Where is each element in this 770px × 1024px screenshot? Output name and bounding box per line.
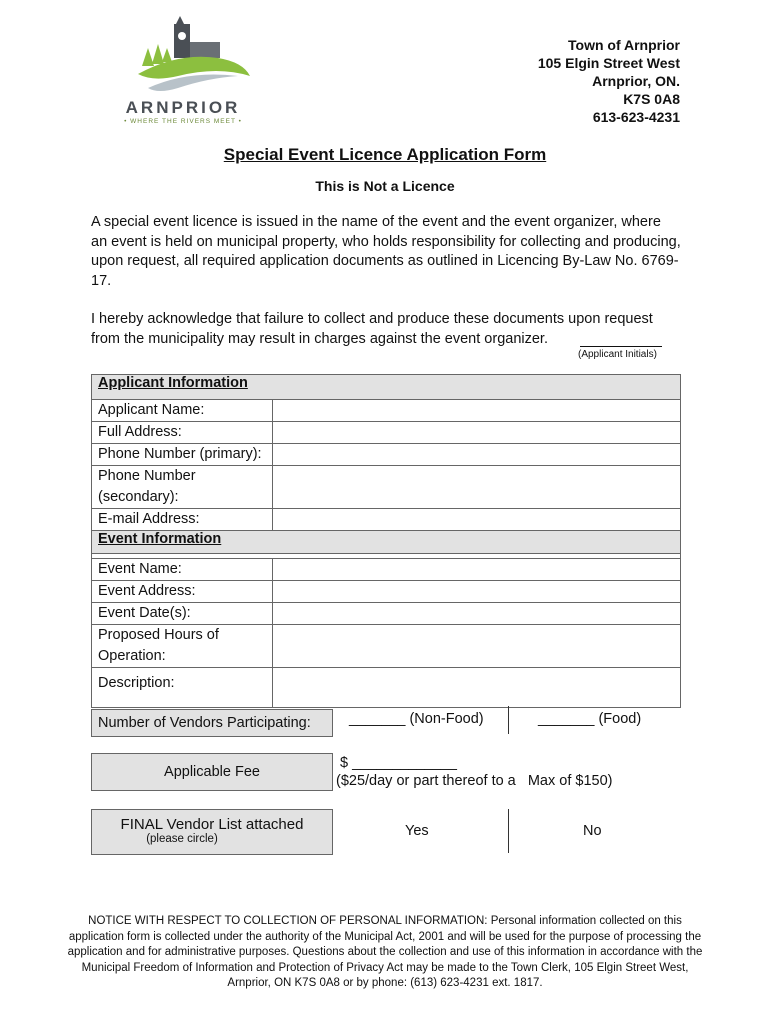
applicant-info-heading: Applicant Information: [92, 375, 681, 400]
applicable-fee-label: Applicable Fee: [91, 753, 333, 791]
event-dates-field[interactable]: [273, 603, 681, 625]
address-line-3: Arnprior, ON.: [592, 73, 680, 89]
phone-primary-field[interactable]: [273, 444, 681, 466]
nonfood-vendors-field[interactable]: _______ (Non-Food): [349, 711, 484, 727]
intro-paragraph: A special event licence is issued in the name of the event and the event organizer, where an event is held on municipal property, who holds responsibility for collecting and producing, upon request, all required application documents as outlined in Licencing By-Law No. 6769-17.: [91, 214, 681, 289]
email-label: E-mail Address:: [92, 509, 273, 531]
fee-amount-field[interactable]: $ _____________: [340, 755, 457, 771]
logo-tagline: • WHERE THE RIVERS MEET •: [124, 118, 242, 125]
hours-label: Proposed Hours of Operation:: [92, 625, 273, 668]
initials-label: (Applicant Initials): [578, 349, 657, 360]
phone-secondary-label: Phone Number (secondary):: [92, 466, 273, 509]
food-vendors-field[interactable]: _______ (Food): [538, 711, 642, 727]
event-name-label: Event Name:: [92, 559, 273, 581]
privacy-notice: NOTICE WITH RESPECT TO COLLECTION OF PERSONAL INFORMATION: Personal information collected on this application form is collected under the authority of the Municipal Act, 2001 and will be used for the purpose of processing the application and for administrative purposes. Questions about the collection and use of this information in accordance with the Municipal Freedom of Information and Protection of Privacy Act may be made to the Town Clerk, 105 Elgin Street West, Arnprior, ON K7S 0A8 or by phone: (613) 623-4231 ext. 1817.: [67, 915, 703, 989]
address-phone: 613-623-4231: [592, 109, 680, 125]
logo-tagline-text: WHERE THE RIVERS MEET: [130, 118, 236, 125]
event-address-label: Event Address:: [92, 581, 273, 603]
applicant-name-field[interactable]: [273, 400, 681, 422]
application-table: [91, 374, 681, 708]
description-field[interactable]: [273, 668, 681, 708]
fee-note: ($25/day or part thereof to a Max of $150): [336, 773, 613, 789]
vendors-label: Number of Vendors Participating:: [91, 709, 333, 737]
full-address-field[interactable]: [273, 422, 681, 444]
final-vendor-list-label: FINAL Vendor List attached: [120, 816, 304, 833]
acknowledgement-paragraph: I hereby acknowledge that failure to collect and produce these documents upon request from the municipality may result in charges against the event organizer.: [91, 311, 653, 347]
description-label: Description:: [92, 668, 273, 708]
event-info-heading: Event Information: [92, 531, 681, 554]
address-line-2: 105 Elgin Street West: [537, 55, 680, 71]
form-title: Special Event Licence Application Form: [223, 145, 547, 164]
option-no[interactable]: No: [583, 823, 602, 839]
event-address-field[interactable]: [273, 581, 681, 603]
address-line-4: K7S 0A8: [623, 91, 680, 107]
applicant-initials-field[interactable]: [580, 338, 662, 347]
form-subtitle: This is Not a Licence: [315, 178, 455, 194]
yes-no-divider: [508, 809, 509, 853]
phone-secondary-field[interactable]: [273, 466, 681, 509]
please-circle-note: (please circle): [146, 833, 218, 845]
town-address: [538, 36, 680, 126]
logo-name: ARNPRIOR: [125, 98, 241, 117]
event-dates-label: Event Date(s):: [92, 603, 273, 625]
final-vendor-list-box: [91, 809, 333, 855]
full-address-label: Full Address:: [92, 422, 273, 444]
applicant-name-label: Applicant Name:: [92, 400, 273, 422]
vendors-divider: [508, 706, 509, 734]
event-name-field[interactable]: [273, 559, 681, 581]
option-yes[interactable]: Yes: [405, 823, 429, 839]
phone-primary-label: Phone Number (primary):: [92, 444, 273, 466]
address-line-1: Town of Arnprior: [568, 37, 680, 53]
hours-field[interactable]: [273, 625, 681, 668]
email-field[interactable]: [273, 509, 681, 531]
